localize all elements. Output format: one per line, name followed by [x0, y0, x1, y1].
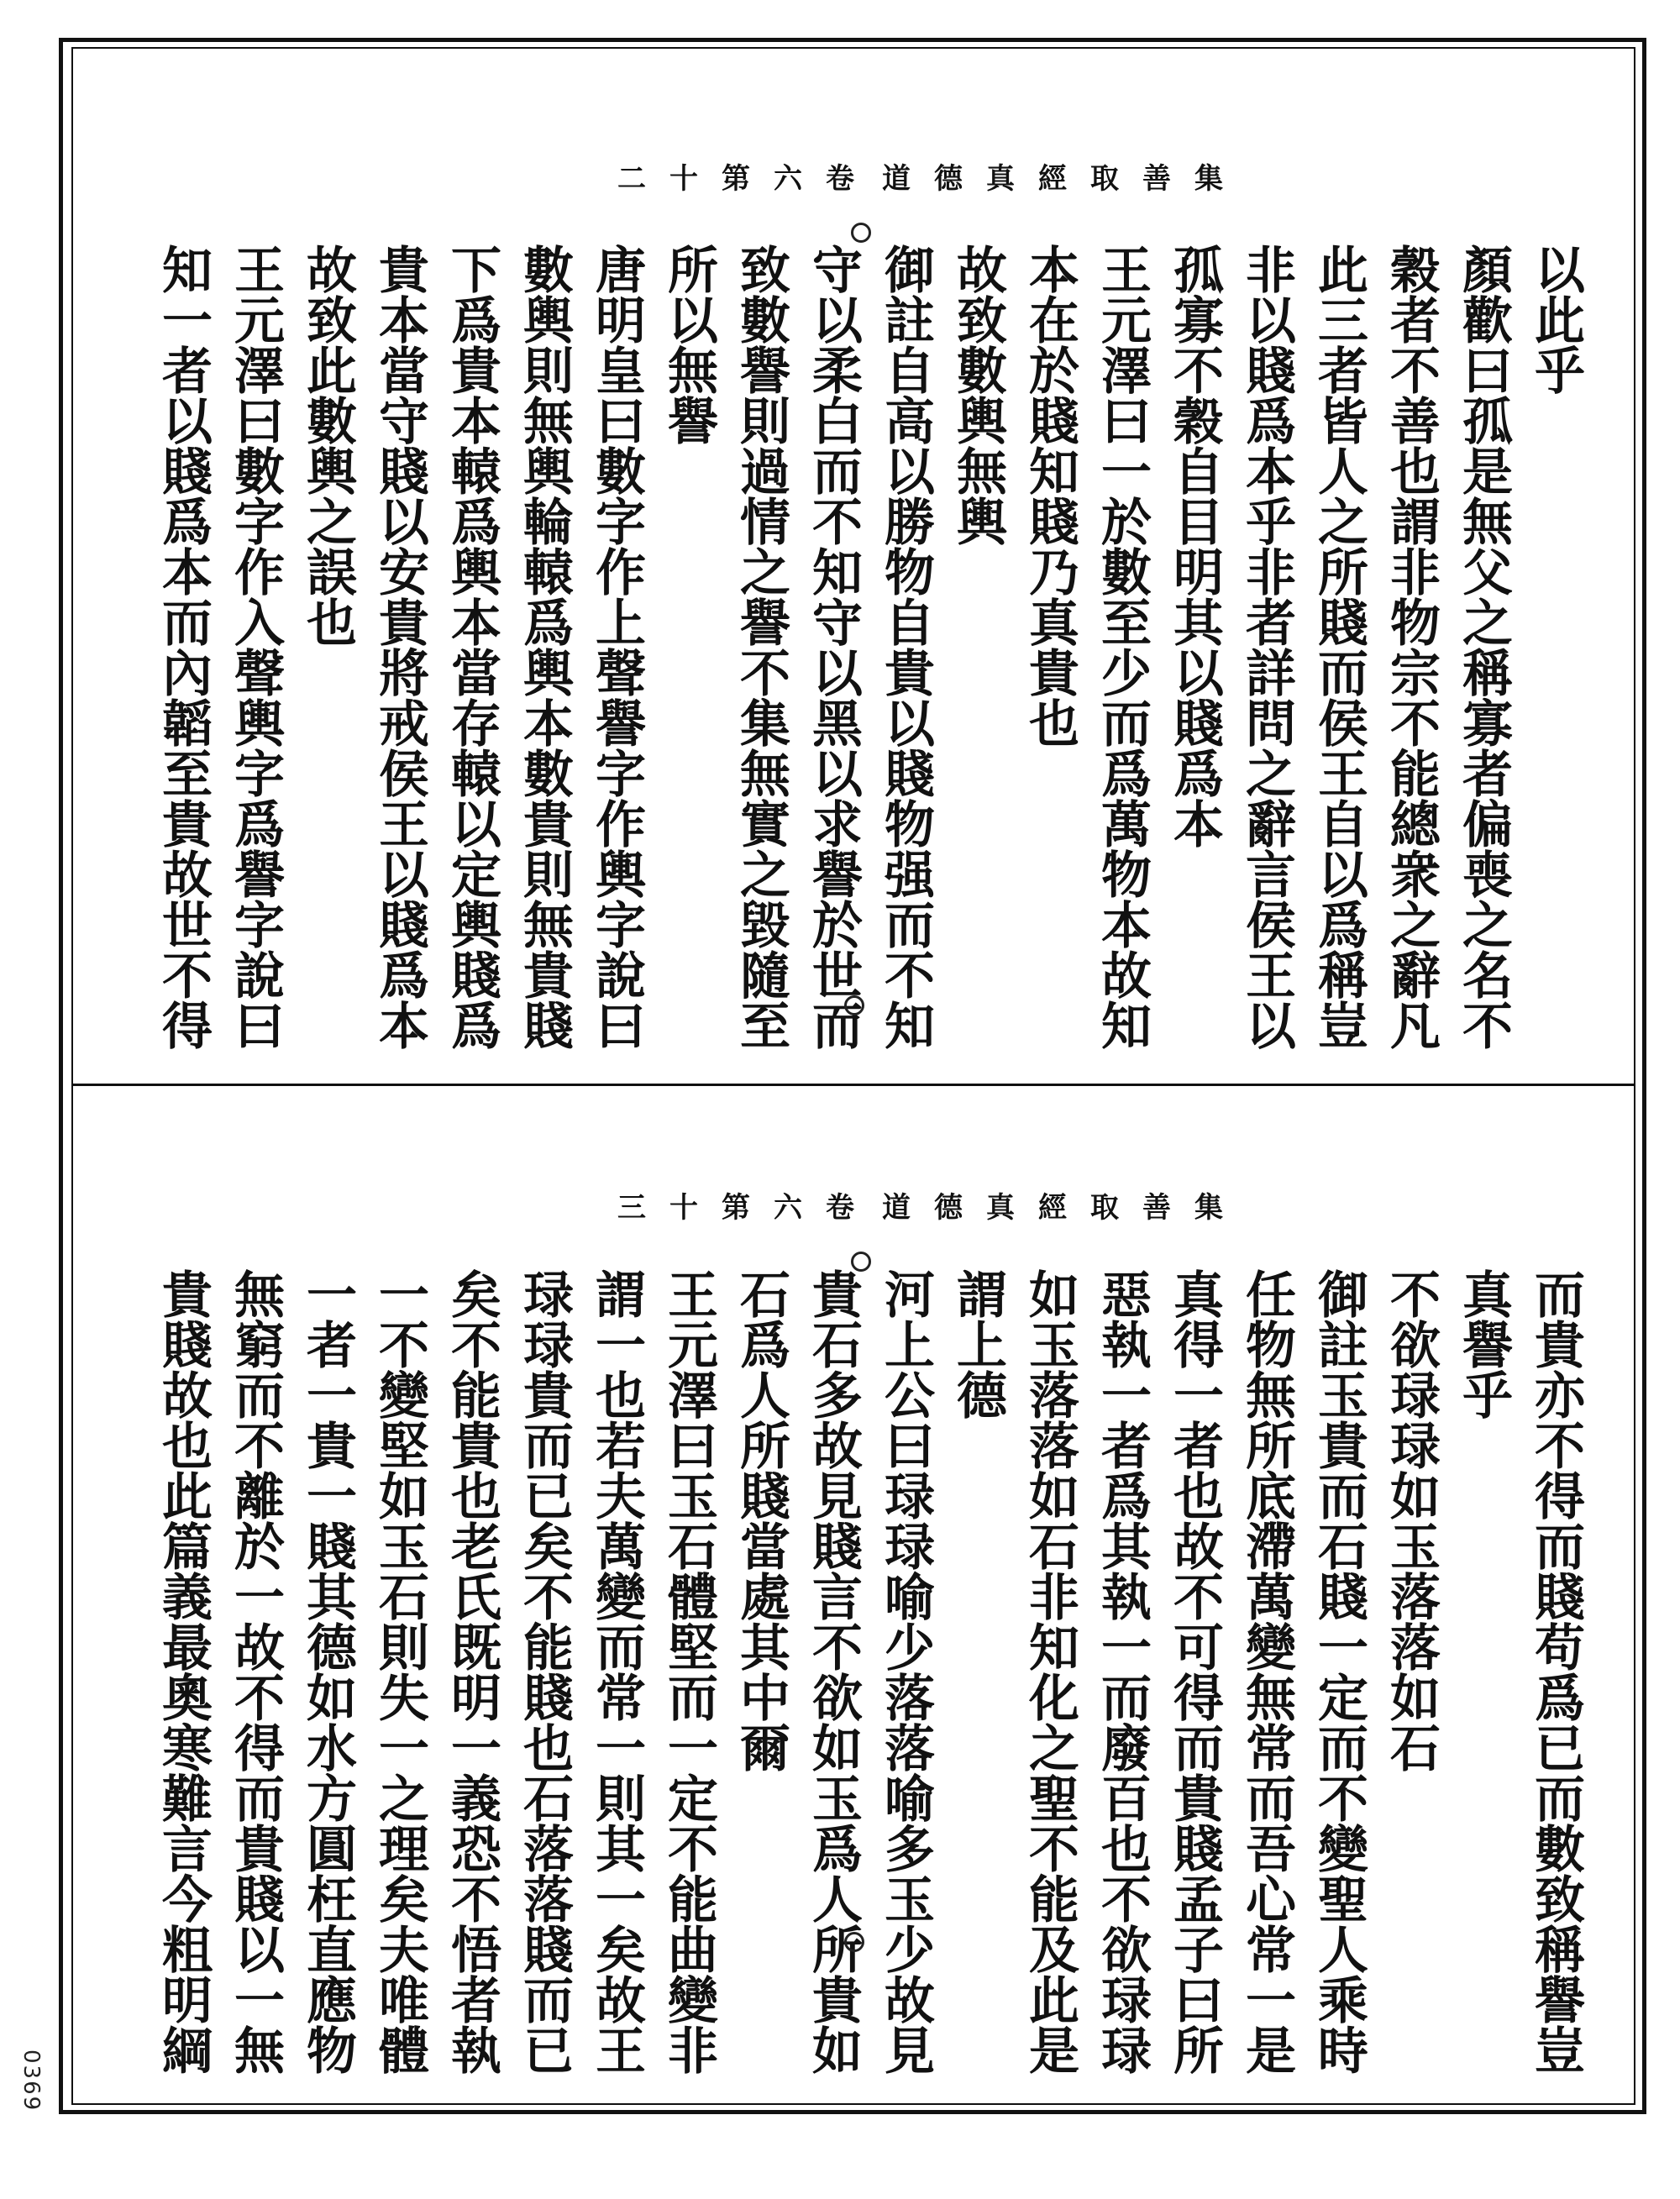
text-column: 王元澤曰一於數至少而爲萬物本故知 — [1093, 244, 1152, 1050]
text-column: 無窮而不離於一故不得而貴賤以一無 — [226, 1268, 285, 2075]
text-column: 河上公曰琭琭喻少落落喻多玉少故見 — [876, 1268, 935, 2075]
text-column: 真譽乎 — [1454, 1268, 1513, 1420]
top-text-block — [130, 244, 1592, 1050]
page-number: 0369 — [18, 2049, 44, 2112]
text-column: 謂上德 — [948, 1268, 1007, 1420]
text-column: 惡執一者爲其執一而廢百也不欲琭琭 — [1093, 1268, 1152, 2075]
text-column: 御註自高以勝物自貴以賤物强而不知 — [876, 244, 935, 1050]
text-column: 致數譽則過情之譽不集無實之毀隨至 — [732, 244, 790, 1050]
text-column: 如玉落落如石非知化之聖不能及此是 — [1021, 1268, 1079, 2075]
punctuation-circle-mark — [844, 995, 864, 1016]
text-column: 下爲貴本轅爲輿本當存轅以定輿賤爲 — [443, 244, 501, 1050]
text-column: 謂一也若夫萬變而常一則其一矣故王 — [587, 1268, 646, 2075]
text-column: 任物無所底滯萬變無常而吾心常一是 — [1237, 1268, 1296, 2075]
text-column: 數輿則無輿輪轅爲輿本數貴則無貴賤 — [515, 244, 574, 1050]
text-column: 本在於賤知賤乃真貴也 — [1021, 244, 1079, 748]
text-column: 所以無譽 — [659, 244, 718, 445]
text-column: 顏歡曰孤是無父之稱寡者偏喪之名不 — [1454, 244, 1513, 1050]
bottom-header-left: 三十第六卷 — [617, 1191, 878, 1225]
text-column: 御註玉貴而石賤一定而不變聖人乘時 — [1310, 1268, 1368, 2075]
bottom-text-block — [130, 1268, 1592, 2075]
text-column: 真得一者也故不可得而貴賤孟子曰所 — [1165, 1268, 1224, 2075]
top-header-left: 二十第六卷 — [617, 162, 878, 196]
text-column: 貴本當守賤以安貴將戒侯王以賤爲本 — [370, 244, 429, 1050]
text-column: 石爲人所賤當處其中爾 — [732, 1268, 790, 1772]
text-column: 而貴亦不得而賤苟爲已而數致稱譽豈 — [1526, 1268, 1585, 2075]
text-column: 王元澤曰玉石體堅而一定不能曲變非 — [659, 1268, 718, 2075]
text-column: 一不變堅如玉石則失一之理矣夫唯體 — [370, 1268, 429, 2075]
text-column: 貴石多故見賤言不欲如玉爲人所貴如 — [804, 1268, 863, 2075]
text-column: 穀者不善也謂非物宗不能總衆之辭凡 — [1382, 244, 1441, 1050]
text-column: 守以柔白而不知守以黑以求譽於世而 — [804, 244, 863, 1050]
text-column: 此三者皆人之所賤而侯王自以爲稱豈 — [1310, 244, 1368, 1050]
page-divider — [71, 1084, 1635, 1086]
text-column: 孤寡不穀自目明其以賤爲本 — [1165, 244, 1224, 848]
text-column: 琭琭貴而已矣不能賤也石落落賤而已 — [515, 1268, 574, 2075]
text-column: 非以賤爲本乎非者詳問之辭言侯王以 — [1237, 244, 1296, 1050]
bottom-header-right: 道德真經取善集 — [882, 1191, 1247, 1225]
text-column: 故致數輿無輿 — [948, 244, 1007, 546]
punctuation-circle-mark — [851, 1252, 871, 1272]
punctuation-circle-mark — [844, 1932, 864, 1952]
text-column: 王元澤曰數字作入聲輿字爲譽字說曰 — [226, 244, 285, 1050]
top-header-right: 道德真經取善集 — [882, 162, 1247, 196]
text-column: 一者一貴一賤其德如水方圓枉直應物 — [298, 1268, 357, 2075]
text-column: 貴賤故也此篇義最奧寒難言今粗明綱 — [154, 1268, 213, 2075]
text-column: 矣不能貴也老氏既明一義恐不悟者執 — [443, 1268, 501, 2075]
text-column: 不欲琭琭如玉落落如石 — [1382, 1268, 1441, 1772]
text-column: 故致此數輿之誤也 — [298, 244, 357, 647]
text-column: 唐明皇曰數字作上聲譽字作輿字說曰 — [587, 244, 646, 1050]
text-column: 知一者以賤爲本而內韜至貴故世不得 — [154, 244, 213, 1050]
punctuation-circle-mark — [851, 223, 871, 243]
text-column: 以此乎 — [1526, 244, 1585, 395]
